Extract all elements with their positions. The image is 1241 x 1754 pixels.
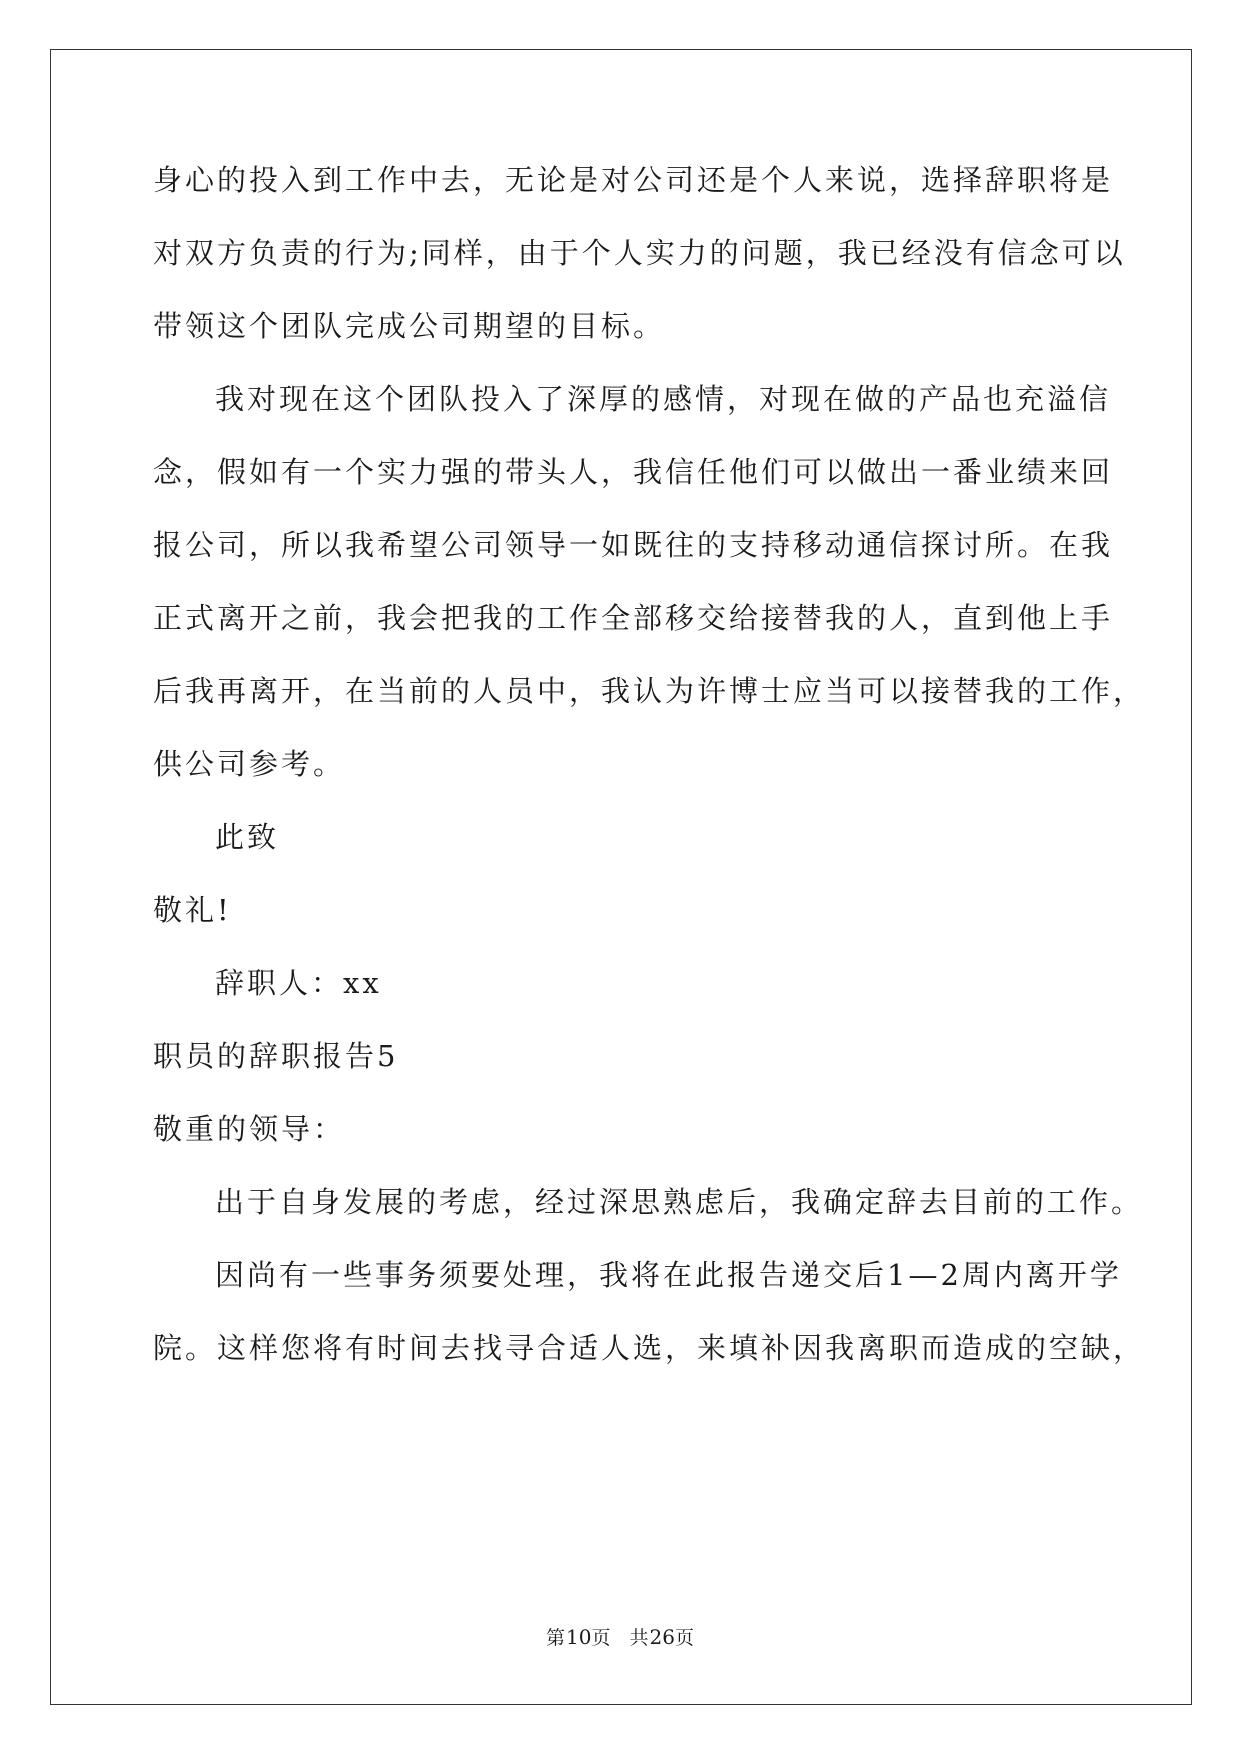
closing-regards: 敬礼! — [153, 893, 232, 927]
paragraph-line: 报公司，所以我希望公司领导一如既往的支持移动通信探讨所。在我 — [153, 528, 1114, 562]
paragraph-line: 我对现在这个团队投入了深厚的感情，对现在做的产品也充溢信 — [215, 382, 1112, 416]
page-border — [50, 49, 1192, 1705]
paragraph-line: 身心的投入到工作中去，无论是对公司还是个人来说，选择辞职将是 — [153, 163, 1114, 197]
paragraph-line: 念，假如有一个实力强的带头人，我信任他们可以做出一番业绩来回 — [153, 455, 1114, 489]
signature-line: 辞职人：xx — [215, 966, 382, 1000]
section-title: 职员的辞职报告5 — [153, 1039, 399, 1073]
paragraph-line: 供公司参考。 — [153, 747, 346, 781]
greeting: 敬重的领导： — [153, 1112, 346, 1146]
footer-total-suffix: 页 — [674, 1627, 695, 1649]
paragraph-line: 带领这个团队完成公司期望的目标。 — [153, 309, 666, 343]
paragraph-line: 出于自身发展的考虑，经过深思熟虑后，我确定辞去目前的工作。 — [215, 1185, 1144, 1219]
paragraph-line: 正式离开之前，我会把我的工作全部移交给接替我的人，直到他上手 — [153, 601, 1114, 635]
paragraph-line: 后我再离开，在当前的人员中，我认为许博士应当可以接替我的工作， — [153, 674, 1146, 708]
footer-current-page: 10 — [566, 1625, 592, 1649]
paragraph-line: 因尚有一些事务须要处理，我将在此报告递交后1—2周内离开学 — [215, 1258, 1122, 1292]
footer-prefix: 第 — [546, 1627, 567, 1649]
paragraph-line: 对双方负责的行为;同样，由于个人实力的问题，我已经没有信念可以 — [153, 236, 1126, 270]
footer-page-suffix: 页 — [591, 1627, 612, 1649]
footer-total-prefix: 共 — [629, 1627, 650, 1649]
closing-salutation: 此致 — [215, 820, 280, 854]
page-footer — [0, 1623, 1241, 1650]
footer-total-pages: 26 — [649, 1625, 675, 1649]
paragraph-line: 院。这样您将有时间去找寻合适人选，来填补因我离职而造成的空缺， — [153, 1331, 1146, 1365]
